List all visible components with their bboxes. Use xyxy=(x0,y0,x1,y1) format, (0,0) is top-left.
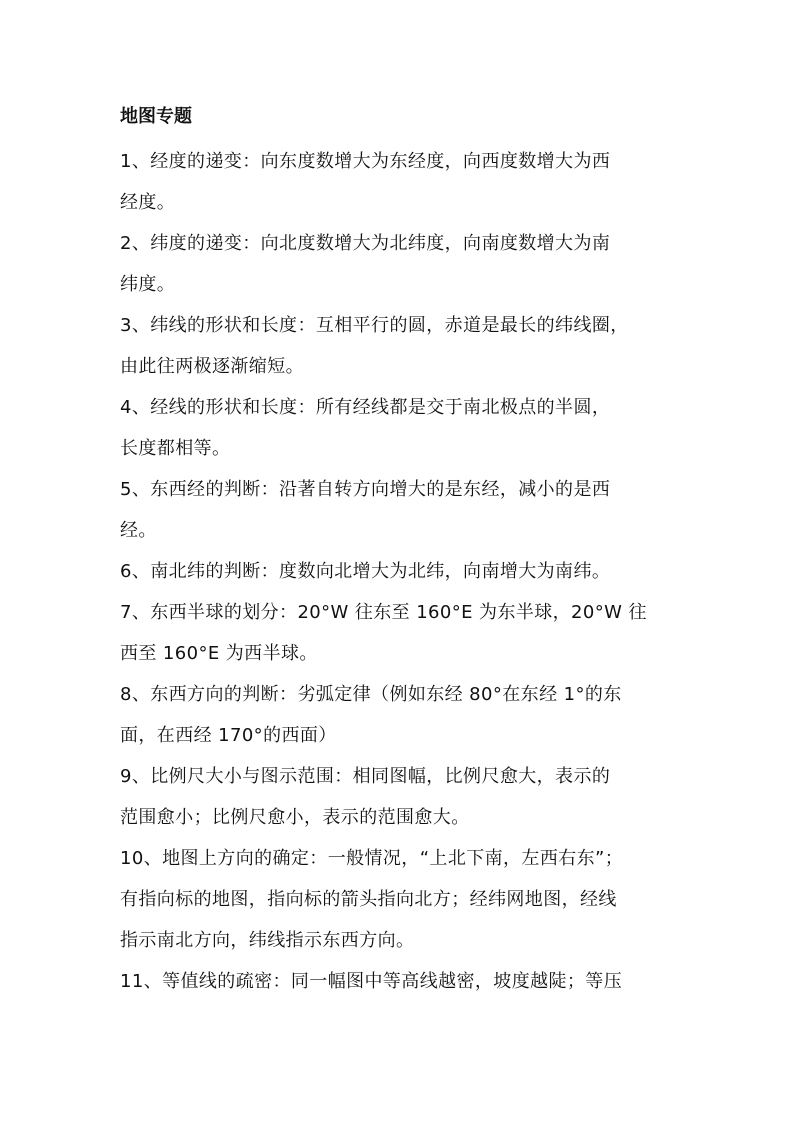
list-item xyxy=(120,756,680,838)
paragraph-list xyxy=(120,141,680,1002)
list-item xyxy=(120,551,680,592)
text-line: 经度。 xyxy=(120,192,176,213)
list-item xyxy=(120,674,680,756)
list-item xyxy=(120,141,680,223)
list-item xyxy=(120,305,680,387)
text-line: 9、比例尺大小与图示范围：相同图幅，比例尺愈大，表示的 xyxy=(120,766,611,787)
text-line: 10、地图上方向的确定：一般情况，“上北下南，左西右东”； xyxy=(120,848,624,869)
text-line: 指示南北方向，纬线指示东西方向。 xyxy=(120,930,415,951)
list-item xyxy=(120,838,680,961)
text-line: 由此往两极逐渐缩短。 xyxy=(120,356,304,377)
text-line: 纬度。 xyxy=(120,274,176,295)
text-line: 面，在西经 170°的西面） xyxy=(120,725,337,746)
list-item xyxy=(120,387,680,469)
text-line: 2、纬度的递变：向北度数增大为北纬度，向南度数增大为南 xyxy=(120,233,611,254)
text-line: 经。 xyxy=(120,520,157,541)
list-item xyxy=(120,961,680,1002)
text-line: 有指向标的地图，指向标的箭头指向北方；经纬网地图，经线 xyxy=(120,889,617,910)
text-line: 西至 160°E 为西半球。 xyxy=(120,643,318,664)
text-line: 8、东西方向的判断：劣弧定律（例如东经 80°在东经 1°的东 xyxy=(120,684,622,705)
document-title: 地图专题 xyxy=(120,106,192,127)
text-line: 范围愈小；比例尺愈小，表示的范围愈大。 xyxy=(120,807,470,828)
text-line: 4、经线的形状和长度：所有经线都是交于南北极点的半圆， xyxy=(120,397,611,418)
list-item xyxy=(120,223,680,305)
text-line: 1、经度的递变：向东度数增大为东经度，向西度数增大为西 xyxy=(120,151,611,172)
text-line: 5、东西经的判断：沿著自转方向增大的是东经，减小的是西 xyxy=(120,479,611,500)
text-line: 7、东西半球的划分：20°W 往东至 160°E 为东半球，20°W 往 xyxy=(120,602,647,623)
list-item xyxy=(120,592,680,674)
text-line: 长度都相等。 xyxy=(120,438,231,459)
list-item xyxy=(120,469,680,551)
text-line: 3、纬线的形状和长度：互相平行的圆，赤道是最长的纬线圈， xyxy=(120,315,629,336)
text-line: 6、南北纬的判断：度数向北增大为北纬，向南增大为南纬。 xyxy=(120,561,611,582)
document-body xyxy=(120,102,680,1002)
text-line: 11、等值线的疏密：同一幅图中等高线越密，坡度越陡；等压 xyxy=(120,971,623,992)
